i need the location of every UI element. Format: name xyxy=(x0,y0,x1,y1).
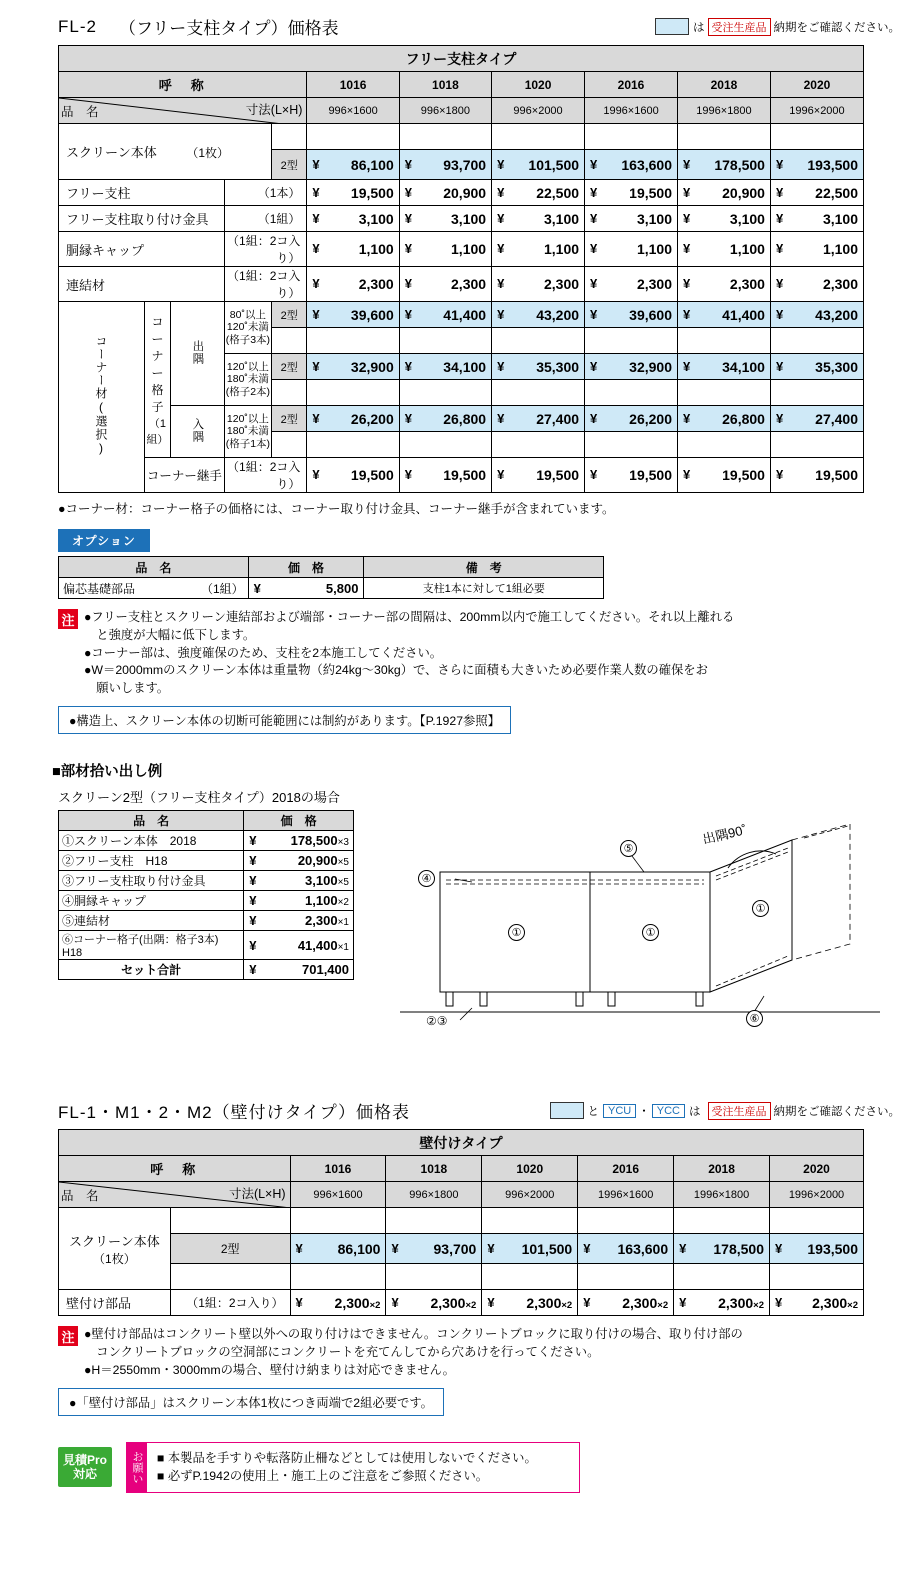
price-screen-3: ¥ 163,600 xyxy=(585,150,678,180)
takeoff-row-2-name: ③フリー支柱取り付け金具 xyxy=(59,871,244,891)
price-corner0-4: ¥ 41,400 xyxy=(678,302,771,328)
price-fitting-2-value: 3,100 xyxy=(543,210,580,227)
row-unit-connector: （1組：2コ入り） xyxy=(224,267,307,302)
price-screen-5-value: 193,500 xyxy=(807,156,858,173)
table-band-row xyxy=(59,46,864,72)
price-corner2-5: ¥ 27,400 xyxy=(770,406,863,432)
takeoff-heading: ■部材拾い出し例 xyxy=(52,764,163,781)
option-row-remark: 支柱1本に対して1組必要 xyxy=(364,578,604,599)
row-unit-cap: （1組：2コ入り） xyxy=(224,232,307,267)
page-header-1 xyxy=(0,14,910,39)
t2-品名-label: 品 名 xyxy=(61,1189,99,1204)
price-screen-3-value: 163,600 xyxy=(621,156,672,173)
price-corner2-0-value: 26,200 xyxy=(350,410,394,427)
price-joint-1-value: 19,500 xyxy=(443,467,487,483)
takeoff-header-row xyxy=(59,811,354,831)
t2-dim-3: 1996×1600 xyxy=(578,1182,674,1208)
t2-sub-label-2kata: 2型 xyxy=(170,1234,290,1264)
price-fitting-3: ¥ 3,100 xyxy=(585,206,678,232)
takeoff-total-row xyxy=(59,960,354,980)
price-corner1-4: ¥ 34,100 xyxy=(678,354,771,380)
col-header-1: 1018 xyxy=(399,72,491,98)
price-cap-4: ¥ 1,100 xyxy=(678,232,771,267)
row-label-fitting: フリー支柱取り付け金具 xyxy=(59,206,225,232)
t2-price-wall-4: ¥ 2,300×2 xyxy=(674,1290,770,1316)
corner-sub-1: 2型 xyxy=(272,354,307,380)
price-fitting-0: ¥ 3,100 xyxy=(307,206,399,232)
price-connector-0-value: 2,300 xyxy=(358,276,394,292)
price-freepost-5-value: 22,500 xyxy=(815,184,858,201)
price-connector-5: ¥ 2,300 xyxy=(770,267,863,302)
notes2-blue-box: ●「壁付け部品」はスクリーン本体1枚につき両端で2組必要です。 xyxy=(58,1388,444,1416)
option-header-row xyxy=(59,557,604,578)
corner-grid-group-label: コーナー格子 （1組） xyxy=(145,302,171,458)
t2-row-label-screen: スクリーン本体 （1枚） xyxy=(59,1208,171,1290)
takeoff-row-0-price: ¥ 178,500×3 xyxy=(244,831,354,851)
price-fitting-5-value: 3,100 xyxy=(822,210,858,227)
option-header-name: 品 名 xyxy=(59,557,249,578)
t2-price-screen-2: ¥ 101,500 xyxy=(482,1234,578,1264)
t2-call-header: 呼 称 xyxy=(59,1156,291,1182)
t2-row-unit-wall: （1組：2コ入り） xyxy=(170,1290,290,1316)
price-sheet-page xyxy=(0,14,910,1570)
call-name-header: 呼 称 xyxy=(59,72,307,98)
row-label-screen xyxy=(59,124,272,180)
takeoff-row xyxy=(59,891,354,911)
price-corner0-5-value: 43,200 xyxy=(815,306,858,323)
寸法-label: 寸法(L×H) xyxy=(245,103,303,117)
diagram-callout-5: ⑤ xyxy=(620,840,637,857)
price-corner2-1-value: 26,800 xyxy=(443,410,487,427)
row-unit-joint: （1組：2コ入り） xyxy=(224,458,307,493)
price-screen-1: ¥ 93,700 xyxy=(399,150,491,180)
price-fitting-4: ¥ 3,100 xyxy=(678,206,771,232)
price-corner0-3: ¥ 39,600 xyxy=(585,302,678,328)
price-corner1-2: ¥ 35,300 xyxy=(492,354,585,380)
price-connector-4: ¥ 2,300 xyxy=(678,267,771,302)
notes-body-1 xyxy=(84,609,884,698)
price-freepost-0-value: 19,500 xyxy=(350,184,394,201)
t2-screen-blank-row xyxy=(59,1208,864,1234)
price-joint-4-value: 19,500 xyxy=(722,467,765,483)
price-corner1-1-value: 34,100 xyxy=(443,358,487,375)
price-table-free-post xyxy=(58,45,864,493)
price-cap-0: ¥ 1,100 xyxy=(307,232,399,267)
price-connector-4-value: 2,300 xyxy=(729,276,765,292)
diagram-callout-4: ④ xyxy=(418,870,435,887)
price-joint-5: ¥ 19,500 xyxy=(770,458,863,493)
page-footer xyxy=(58,1442,910,1493)
dim-4: 1996×1800 xyxy=(678,98,771,124)
table-band-label: フリー支柱タイプ xyxy=(59,46,864,72)
legend-suffix-2: 納期をご確認ください。 xyxy=(773,1105,900,1118)
mitsumori-pro-badge xyxy=(58,1447,112,1488)
option-row-name: 偏芯基礎部品 （1組） xyxy=(59,578,249,599)
header-legend-2 xyxy=(550,1102,910,1120)
corner-angle-1: 120˚以上 180˚未満 (格子2本) xyxy=(224,354,271,406)
t2-price-wall-1: ¥ 2,300×2 xyxy=(386,1290,482,1316)
col-header-5: 2020 xyxy=(770,72,863,98)
price-corner2-2: ¥ 27,400 xyxy=(492,406,585,432)
t2-wall-part-row xyxy=(59,1290,864,1316)
t2-price-screen-4: ¥ 178,500 xyxy=(674,1234,770,1264)
notes-block-2 xyxy=(58,1326,910,1379)
row-unit-free-post: （1本） xyxy=(224,180,307,206)
price-connector-2: ¥ 2,300 xyxy=(492,267,585,302)
product-code: FL-2 xyxy=(58,16,97,36)
header-legend xyxy=(655,18,910,36)
price-freepost-2: ¥ 22,500 xyxy=(492,180,585,206)
row-corner-joint xyxy=(59,458,864,493)
price-corner0-3-value: 39,600 xyxy=(629,306,672,323)
mitsumori-pro-line2: 対応 xyxy=(72,1467,97,1482)
t2-name-dim-diagonal-header xyxy=(59,1182,291,1208)
price-freepost-3-value: 19,500 xyxy=(629,184,672,201)
col-header-3: 2016 xyxy=(585,72,678,98)
t2-dim-1: 996×1800 xyxy=(386,1182,482,1208)
price-screen-2-value: 101,500 xyxy=(528,156,580,173)
price-cap-5: ¥ 1,100 xyxy=(770,232,863,267)
takeoff-total-label: セット合計 xyxy=(59,960,244,980)
mitsumori-pro-line1: 見積Pro xyxy=(62,1452,107,1467)
t2-寸法-label: 寸法(L×H) xyxy=(228,1187,286,1202)
t2-price-wall-3: ¥ 2,300×2 xyxy=(578,1290,674,1316)
option-header-remark: 備 考 xyxy=(364,557,604,578)
t2-dim-2: 996×2000 xyxy=(482,1182,578,1208)
price-fitting-3-value: 3,100 xyxy=(636,210,672,227)
price-cap-2: ¥ 1,100 xyxy=(492,232,585,267)
price-joint-3-value: 19,500 xyxy=(629,467,672,483)
t2-price-wall-0: ¥ 2,300×2 xyxy=(290,1290,386,1316)
price-fitting-2: ¥ 3,100 xyxy=(492,206,585,232)
row-unit-screen: （1枚） xyxy=(186,146,230,160)
price-connector-5-value: 2,300 xyxy=(822,276,858,292)
takeoff-row xyxy=(59,831,354,851)
t2-price-screen-1: ¥ 93,700 xyxy=(386,1234,482,1264)
note1-line-3: ●W＝2000mmのスクリーン本体は重量物（約24kg〜30kg）で、さらに面積も大きいため必要作業人数の確保をお xyxy=(84,663,708,678)
legend-and: と xyxy=(587,1105,600,1118)
dim-3: 1996×1600 xyxy=(585,98,678,124)
option-table xyxy=(58,556,604,599)
takeoff-row xyxy=(59,911,354,931)
diagram-svg xyxy=(380,824,900,1039)
price-corner2-3-value: 26,200 xyxy=(629,410,672,427)
price-corner2-2-value: 27,400 xyxy=(536,410,580,427)
takeoff-row-4-price: ¥ 2,300×1 xyxy=(244,911,354,931)
price-connector-2-value: 2,300 xyxy=(543,276,580,292)
price-cap-1: ¥ 1,100 xyxy=(399,232,491,267)
price-freepost-1-value: 20,900 xyxy=(443,184,487,201)
option-header-price: 価 格 xyxy=(248,557,364,578)
corner-kind-dezumi: 出隅 xyxy=(170,302,224,406)
price-screen-5: ¥ 193,500 xyxy=(770,150,863,180)
price-corner0-4-value: 41,400 xyxy=(722,306,765,323)
price-cap-2-value: 1,100 xyxy=(543,241,580,257)
note2-line-2: ●H＝2550mm・3000mmの場合、壁付け納まりは対応できません。 xyxy=(84,1362,455,1377)
price-fitting-1: ¥ 3,100 xyxy=(399,206,491,232)
price-corner1-3-value: 32,900 xyxy=(629,358,672,375)
option-row-price: ¥ 5,800 xyxy=(248,578,364,599)
row-corner-3a xyxy=(59,406,864,432)
t2-col-header-3: 2016 xyxy=(578,1156,674,1182)
price-corner0-2-value: 43,200 xyxy=(536,306,580,323)
sub-label-2kata: 2型 xyxy=(272,150,307,180)
price-freepost-1: ¥ 20,900 xyxy=(399,180,491,206)
price-freepost-0: ¥ 19,500 xyxy=(307,180,399,206)
price-joint-2-value: 19,500 xyxy=(536,467,580,483)
price-screen-4-value: 178,500 xyxy=(714,156,765,173)
price-corner2-4-value: 26,800 xyxy=(722,410,765,427)
corner-angle-0: 80˚以上 120˚未満 (格子3本) xyxy=(224,302,271,354)
price-joint-3: ¥ 19,500 xyxy=(585,458,678,493)
t2-price-screen-3: ¥ 163,600 xyxy=(578,1234,674,1264)
row-label-cap: 胴縁キャップ xyxy=(59,232,225,267)
corner-sub-0: 2型 xyxy=(272,302,307,328)
assembly-diagram xyxy=(380,824,900,1039)
takeoff-row-3-price: ¥ 1,100×2 xyxy=(244,891,354,911)
takeoff-row xyxy=(59,851,354,871)
price-connector-3: ¥ 2,300 xyxy=(585,267,678,302)
row-label-connector: 連結材 xyxy=(59,267,225,302)
note2-line-0: ●壁付け部品はコンクリート壁以外への取り付けはできません。コンクリートブロックに取り付けの場合、取り付け部の xyxy=(84,1327,743,1342)
diagram-callout-1a: ① xyxy=(508,924,525,941)
dim-1: 996×1800 xyxy=(399,98,491,124)
diagram-callout-23: ②③ xyxy=(426,1014,448,1028)
t2-col-header-5: 2020 xyxy=(770,1156,864,1182)
takeoff-row xyxy=(59,931,354,960)
price-connector-0: ¥ 2,300 xyxy=(307,267,399,302)
t2-header-call-row xyxy=(59,1156,864,1182)
takeoff-row-0-name: ①スクリーン本体 2018 xyxy=(59,831,244,851)
table1-footnote: ●コーナー材：コーナー格子の価格には、コーナー取り付け金具、コーナー継手が含まれています。 xyxy=(58,502,615,516)
price-freepost-4: ¥ 20,900 xyxy=(678,180,771,206)
t2-price-screen-5: ¥ 193,500 xyxy=(770,1234,864,1264)
price-fitting-1-value: 3,100 xyxy=(451,210,487,227)
t2-dim-0: 996×1600 xyxy=(290,1182,386,1208)
takeoff-row-3-name: ④胴縁キャップ xyxy=(59,891,244,911)
legend-prefix-2: は xyxy=(689,1105,701,1118)
note-tag-2: 注 xyxy=(58,1326,78,1346)
takeoff-header-name: 品 名 xyxy=(59,811,244,831)
takeoff-row-5-name: ⑥コーナー格子(出隅：格子3本) H18 xyxy=(59,931,244,960)
price-corner1-5-value: 35,300 xyxy=(815,358,858,375)
price-screen-0: ¥ 86,100 xyxy=(307,150,399,180)
price-corner1-5: ¥ 35,300 xyxy=(770,354,863,380)
price-corner2-0: ¥ 26,200 xyxy=(307,406,399,432)
price-corner2-3: ¥ 26,200 xyxy=(585,406,678,432)
option-row xyxy=(59,578,604,599)
onegai-block xyxy=(126,1442,580,1493)
onegai-line-1: ■ 必ずP.1942の使用上・施工上のご注意をご参照ください。 xyxy=(157,1469,489,1484)
price-cap-3-value: 1,100 xyxy=(636,241,672,257)
corner-angle-2: 120˚以上 180˚未満 (格子1本) xyxy=(224,406,271,458)
made-to-order-badge-2: 受注生産品 xyxy=(708,1102,771,1120)
t2-dim-4: 1996×1800 xyxy=(674,1182,770,1208)
takeoff-table xyxy=(58,810,354,980)
price-corner2-1: ¥ 26,800 xyxy=(399,406,491,432)
t2-col-header-1: 1018 xyxy=(386,1156,482,1182)
品名-label: 品 名 xyxy=(61,105,99,119)
col-header-4: 2018 xyxy=(678,72,771,98)
takeoff-row-4-name: ⑤連結材 xyxy=(59,911,244,931)
cyan-swatch-icon-2 xyxy=(550,1102,584,1119)
t2-band-row xyxy=(59,1130,864,1156)
diagram-angle-label: 出隅90˚ xyxy=(701,822,749,847)
product-type-label: （フリー支柱タイプ）価格表 xyxy=(118,19,339,38)
corner-sub-2: 2型 xyxy=(272,406,307,432)
price-freepost-3: ¥ 19,500 xyxy=(585,180,678,206)
price-connector-1: ¥ 2,300 xyxy=(399,267,491,302)
note1-line-2: ●コーナー部は、強度確保のため、支柱を2本施工してください。 xyxy=(84,645,443,660)
made-to-order-badge: 受注生産品 xyxy=(708,18,771,36)
t2-row-label-wall: 壁付け部品 xyxy=(59,1290,171,1316)
price-cap-4-value: 1,100 xyxy=(729,241,765,257)
price-corner1-4-value: 34,100 xyxy=(722,358,765,375)
price-corner1-2-value: 35,300 xyxy=(536,358,580,375)
price-screen-4: ¥ 178,500 xyxy=(678,150,771,180)
row-label-free-post: フリー支柱 xyxy=(59,180,225,206)
price-freepost-5: ¥ 22,500 xyxy=(770,180,863,206)
t2-screen-price-row xyxy=(59,1234,864,1264)
note1-line-1: と強度が大幅に低下します。 xyxy=(84,627,256,642)
t2-price-wall-5: ¥ 2,300×2 xyxy=(770,1290,864,1316)
row-corner-1a xyxy=(59,302,864,328)
t2-header-dim-row xyxy=(59,1182,864,1208)
price-joint-0: ¥ 19,500 xyxy=(307,458,399,493)
row-cap xyxy=(59,232,864,267)
price-fitting-5: ¥ 3,100 xyxy=(770,206,863,232)
corner-kind-irizumi: 入隅 xyxy=(170,406,224,458)
diagram-callout-6: ⑥ xyxy=(746,1010,763,1027)
t2-screen-blank-row2 xyxy=(59,1264,864,1290)
price-joint-2: ¥ 19,500 xyxy=(492,458,585,493)
ycu-badge: YCU xyxy=(603,1104,636,1118)
notes-body-2 xyxy=(84,1326,884,1379)
takeoff-row-5-price: ¥ 41,400×1 xyxy=(244,931,354,960)
t2-col-header-2: 1020 xyxy=(482,1156,578,1182)
price-freepost-4-value: 20,900 xyxy=(722,184,765,201)
row-connector xyxy=(59,267,864,302)
price-corner2-4: ¥ 26,800 xyxy=(678,406,771,432)
row-label-screen-text: スクリーン本体 xyxy=(66,145,157,160)
notes1-blue-box: ●構造上、スクリーン本体の切断可能範囲には制約があります。【P.1927参照】 xyxy=(58,706,511,734)
note-tag-1: 注 xyxy=(58,609,78,629)
t2-band-label: 壁付けタイプ xyxy=(59,1130,864,1156)
product-code-2: FL-1・M1・2・M2（壁付けタイプ）価格表 xyxy=(58,1103,410,1123)
price-corner0-1-value: 41,400 xyxy=(443,306,487,323)
dim-5: 1996×2000 xyxy=(770,98,863,124)
price-joint-5-value: 19,500 xyxy=(815,467,858,483)
takeoff-header-price: 価 格 xyxy=(244,811,354,831)
price-corner0-1: ¥ 41,400 xyxy=(399,302,491,328)
price-table-wall-mount xyxy=(58,1129,864,1316)
diagram-callout-1c: ① xyxy=(752,900,769,917)
page-header-2 xyxy=(0,1098,910,1123)
takeoff-row-1-name: ②フリー支柱 H18 xyxy=(59,851,244,871)
takeoff-row xyxy=(59,871,354,891)
price-freepost-2-value: 22,500 xyxy=(536,184,580,201)
takeoff-row-1-price: ¥ 20,900×5 xyxy=(244,851,354,871)
note2-line-1: コンクリートブロックの空洞部にコンクリートを充てんしてから穴あけを行ってください。 xyxy=(84,1344,600,1359)
table-header-call-row xyxy=(59,72,864,98)
note1-line-4: 願いします。 xyxy=(84,681,170,696)
price-joint-1: ¥ 19,500 xyxy=(399,458,491,493)
price-screen-2: ¥ 101,500 xyxy=(492,150,585,180)
price-screen-1-value: 93,700 xyxy=(443,156,487,173)
onegai-line-0: ■ 本製品を手すりや転落防止柵などとしては使用しないでください。 xyxy=(157,1450,537,1465)
price-corner0-0-value: 39,600 xyxy=(350,306,394,323)
price-fitting-4-value: 3,100 xyxy=(729,210,765,227)
col-header-2: 1020 xyxy=(492,72,585,98)
row-label-joint: コーナー継手 xyxy=(145,458,225,493)
dim-2: 996×2000 xyxy=(492,98,585,124)
legend-suffix: 納期をご確認ください。 xyxy=(773,21,900,34)
onegai-tag: お願い xyxy=(127,1443,147,1492)
price-corner1-3: ¥ 32,900 xyxy=(585,354,678,380)
t2-dim-5: 1996×2000 xyxy=(770,1182,864,1208)
price-screen-0-value: 86,100 xyxy=(350,156,394,173)
price-corner0-5: ¥ 43,200 xyxy=(770,302,863,328)
price-cap-5-value: 1,100 xyxy=(822,241,858,257)
takeoff-subheading: スクリーン2型（フリー支柱タイプ）2018の場合 xyxy=(58,790,340,806)
t2-col-header-0: 1016 xyxy=(290,1156,386,1182)
takeoff-row-2-price: ¥ 3,100×5 xyxy=(244,871,354,891)
dim-0: 996×1600 xyxy=(307,98,399,124)
price-fitting-0-value: 3,100 xyxy=(358,210,394,227)
row-unit-fitting: （1組） xyxy=(224,206,307,232)
t2-price-screen-0: ¥ 86,100 xyxy=(290,1234,386,1264)
price-corner0-2: ¥ 43,200 xyxy=(492,302,585,328)
col-header-0: 1016 xyxy=(307,72,399,98)
diagram-callout-1b: ① xyxy=(642,924,659,941)
legend-prefix: は xyxy=(693,21,705,34)
cyan-swatch-icon xyxy=(655,18,689,35)
price-cap-3: ¥ 1,100 xyxy=(585,232,678,267)
corner-vertical-label: コーナー材(選択) xyxy=(59,302,145,493)
price-connector-3-value: 2,300 xyxy=(636,276,672,292)
price-corner1-0-value: 32,900 xyxy=(350,358,394,375)
price-corner0-0: ¥ 39,600 xyxy=(307,302,399,328)
price-corner1-1: ¥ 34,100 xyxy=(399,354,491,380)
row-fitting xyxy=(59,206,864,232)
name-dim-diagonal-header xyxy=(59,98,307,124)
price-joint-4: ¥ 19,500 xyxy=(678,458,771,493)
price-corner1-0: ¥ 32,900 xyxy=(307,354,399,380)
ycc-badge: YCC xyxy=(652,1104,685,1118)
row-screen-body-blank xyxy=(59,124,864,150)
legend-dot: ・ xyxy=(638,1105,650,1118)
price-cap-0-value: 1,100 xyxy=(358,241,394,257)
onegai-body xyxy=(147,1443,547,1492)
t2-price-wall-2: ¥ 2,300×2 xyxy=(482,1290,578,1316)
takeoff-total-price: ¥ 701,400 xyxy=(244,960,354,980)
row-free-post xyxy=(59,180,864,206)
notes-block-1 xyxy=(58,609,910,698)
option-row-price-value: 5,800 xyxy=(325,580,359,596)
price-joint-0-value: 19,500 xyxy=(350,467,394,483)
price-cap-1-value: 1,100 xyxy=(451,241,487,257)
price-corner2-5-value: 27,400 xyxy=(815,410,858,427)
price-connector-1-value: 2,300 xyxy=(451,276,487,292)
table-header-dim-row xyxy=(59,98,864,124)
t2-col-header-4: 2018 xyxy=(674,1156,770,1182)
option-badge: オプション xyxy=(58,529,150,552)
note1-line-0: ●フリー支柱とスクリーン連結部および端部・コーナー部の間隔は、200mm以内で施工してください。それ以上離れる xyxy=(84,610,735,624)
